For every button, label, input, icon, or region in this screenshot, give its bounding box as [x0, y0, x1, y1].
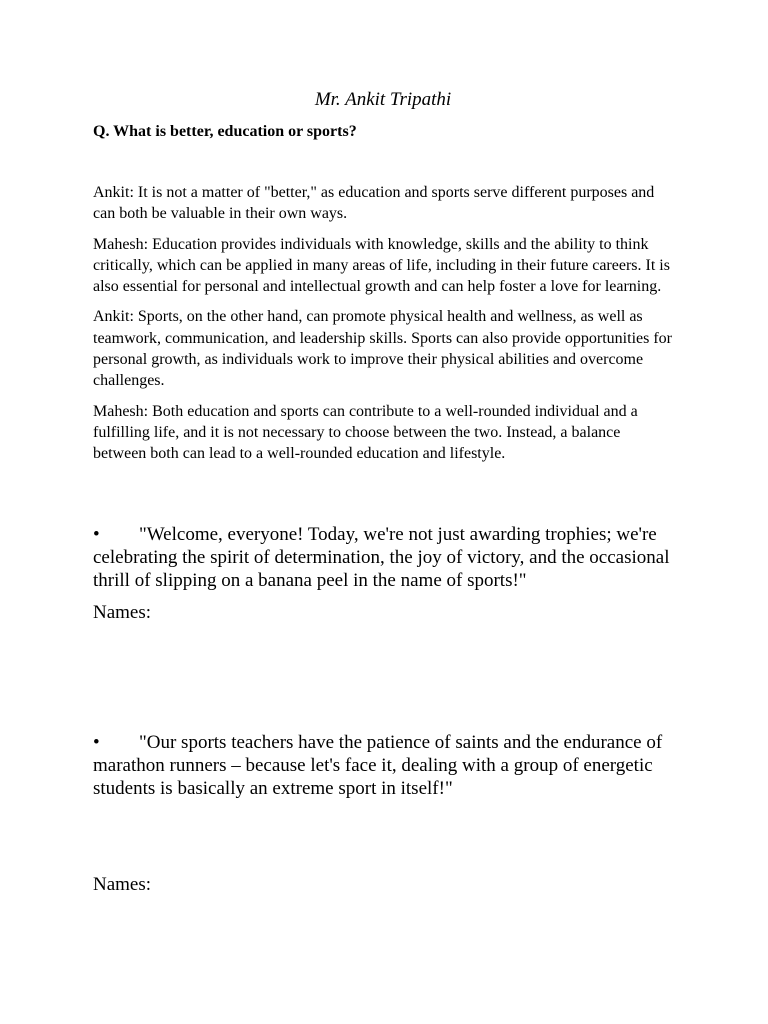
- quote-text: "Our sports teachers have the patience of saints and the endurance of marathon runners – because let's face it, dealing with a group of energetic students is basically an extreme sport in itself!": [93, 732, 663, 799]
- quote-item: [93, 731, 675, 800]
- dialogue-paragraph: Mahesh: Both education and sports can contribute to a well-rounded individual and a fulfilling life, and it is not necessary to choose between the two. Instead, a balance between both can lead to a well-rounded education and lifestyle.: [93, 402, 638, 463]
- dialogue-paragraph: Mahesh: Education provides individuals with knowledge, skills and the ability to think critically, which can be applied in many areas of life, including in their future careers. It is also essential for personal and intellectual growth and can help foster a love for learning.: [93, 235, 670, 296]
- quote-text: "Welcome, everyone! Today, we're not just awarding trophies; we're celebrating the spirit of determination, the joy of victory, and the occasional thrill of slipping on a banana peel in the name of sports!": [93, 524, 670, 591]
- document-title: Mr. Ankit Tripathi: [314, 89, 452, 110]
- quote-item: [93, 523, 675, 592]
- bullet-marker: •: [93, 732, 100, 753]
- names-label: Names:: [93, 874, 152, 895]
- names-label: Names:: [93, 602, 152, 623]
- dialogue-section: [93, 182, 675, 474]
- dialogue-paragraph: Ankit: It is not a matter of "better," as education and sports serve different purposes and can both be valuable in their own ways.: [93, 184, 655, 223]
- bullet-marker: •: [93, 524, 100, 545]
- question-heading: Q. What is better, education or sports?: [93, 123, 357, 140]
- dialogue-paragraph: Ankit: Sports, on the other hand, can promote physical health and wellness, as well as teamwork, communication, and leadership skills. Sports can also provide opportunities for personal growth, as individuals work to improve their physical abilities and overcome challenges.: [93, 308, 672, 390]
